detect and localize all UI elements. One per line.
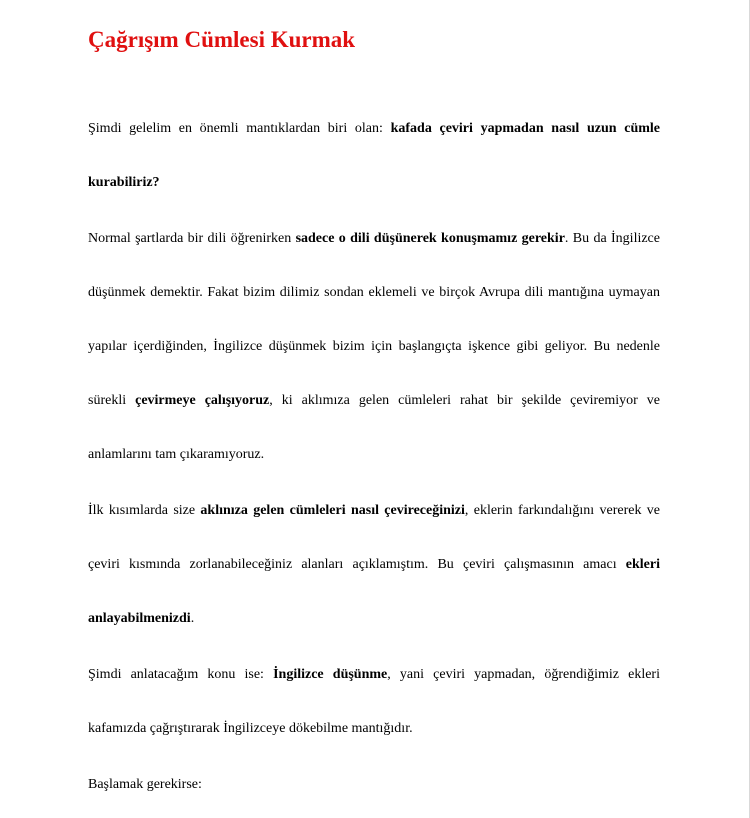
text-segment: Şimdi anlatacağım konu ise: — [88, 667, 274, 682]
text-segment: . — [190, 611, 195, 626]
bold-segment: sadece o dili düşünerek konuşmamız gerekir — [295, 231, 565, 246]
paragraph-5 — [88, 758, 660, 812]
text-segment: , ki aklımıza gelen cümleleri rahat bir şekilde çeviremiyor ve anlamlarını tam çıkaramıyoruz. — [88, 393, 661, 462]
text-segment: Normal şartlarda bir dili öğrenirken — [88, 231, 296, 246]
bold-segment: çevirmeye çalışıyoruz — [135, 393, 270, 408]
document-body — [88, 0, 660, 812]
paragraph-3 — [88, 484, 660, 646]
text-segment: , yani çeviri yapmadan, öğrendiğimiz ekleri kafamızda çağrıştırarak İngilizceye dökebilme mantığıdır. — [88, 667, 660, 736]
bold-segment: ekleri anlayabilmenizdi — [88, 557, 660, 626]
paragraph-2 — [88, 212, 660, 482]
paragraph-4 — [88, 648, 660, 756]
text-segment: . Bu da İngilizce düşünmek demektir. Fakat bizim dilimiz sondan eklemeli ve birçok Avrupa dili mantığına uymayan yapılar içerdiğinden, İngilizce düşünmek bizim için başlangıçta işkence gibi geliyor. Bu nedenle sürekli — [88, 231, 660, 408]
bold-segment: aklınıza gelen cümleleri nasıl çevireceğinizi — [200, 503, 465, 518]
bold-segment: kafada çeviri yapmadan nasıl uzun cümle kurabiliriz? — [88, 121, 660, 190]
paragraph-1 — [88, 102, 660, 210]
text-segment: Başlamak gerekirse: — [88, 777, 202, 792]
document-title: Çağrışım Cümlesi Kurmak — [88, 27, 356, 52]
text-segment: İlk kısımlarda size — [88, 503, 201, 518]
text-segment: Şimdi gelelim en önemli mantıklardan biri olan: — [88, 121, 391, 136]
bold-segment: İngilizce düşünme — [273, 667, 388, 682]
text-segment: , eklerin farkındalığını vererek ve çeviri kısmında zorlanabileceğiniz alanları açıklamıştım. Bu çeviri çalışmasının amacı — [88, 503, 660, 572]
